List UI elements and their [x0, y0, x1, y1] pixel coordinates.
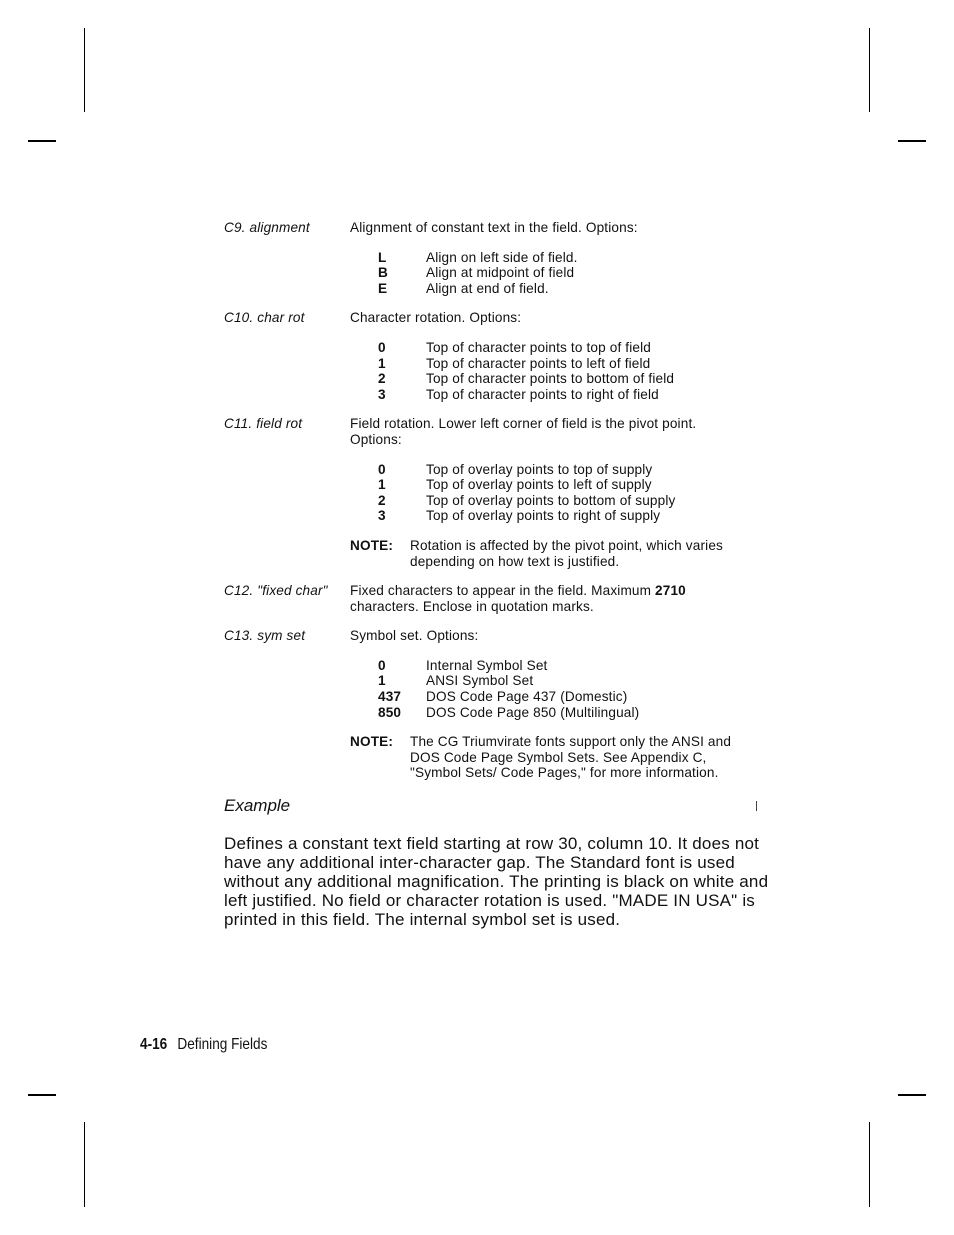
- option-text: Top of character points to top of field: [426, 339, 651, 355]
- option-text: Internal Symbol Set: [426, 657, 548, 673]
- option-text: Align at end of field.: [426, 280, 549, 296]
- field-term: C10. char rot: [224, 310, 305, 326]
- crop-mark-bottom-left-horizontal: [28, 1094, 56, 1096]
- option-code: E: [378, 280, 388, 296]
- page-footer: [140, 1036, 267, 1054]
- description-line: [350, 583, 784, 599]
- field-c9: [224, 220, 784, 236]
- option-code: 0: [378, 657, 386, 673]
- option-text: ANSI Symbol Set: [426, 673, 534, 689]
- option-item: [378, 371, 784, 387]
- field-term: C11. field rot: [224, 416, 303, 432]
- options-list: [378, 250, 784, 297]
- options-list: [378, 462, 784, 524]
- option-text: Align at midpoint of field: [426, 265, 575, 281]
- option-item: [378, 673, 784, 689]
- option-code: 1: [378, 355, 386, 371]
- change-bar: [756, 801, 757, 811]
- option-item: [378, 493, 784, 509]
- option-code: 2: [378, 371, 386, 387]
- crop-mark-bottom-left-vertical: [84, 1122, 85, 1207]
- page-number: 4-16: [140, 1036, 168, 1053]
- note-line: "Symbol Sets/ Code Pages," for more information.: [410, 765, 719, 781]
- note-label: NOTE:: [350, 734, 394, 750]
- option-text: Top of character points to left of field: [426, 355, 651, 371]
- option-text: Top of overlay points to right of supply: [426, 508, 661, 524]
- option-text: DOS Code Page 850 (Multilingual): [426, 704, 640, 720]
- field-description: [350, 583, 784, 614]
- field-definitions: [224, 220, 784, 781]
- crop-mark-top-right-vertical: [869, 28, 870, 112]
- option-code: 0: [378, 461, 386, 477]
- option-item: [378, 477, 784, 493]
- option-code: 437: [378, 689, 402, 705]
- crop-mark-bottom-right-vertical: [869, 1122, 870, 1207]
- note: [350, 734, 784, 781]
- field-c10: [224, 310, 784, 326]
- note: [350, 538, 784, 569]
- option-text: Align on left side of field.: [426, 249, 578, 265]
- max-chars-value: 2710: [655, 583, 686, 599]
- option-text: Top of overlay points to left of supply: [426, 477, 652, 493]
- option-item: [378, 265, 784, 281]
- note-line: DOS Code Page Symbol Sets. See Appendix C,: [410, 749, 707, 765]
- option-item: [378, 705, 784, 721]
- option-item: [378, 356, 784, 372]
- note-line: Rotation is affected by the pivot point, which varies: [410, 537, 723, 553]
- crop-mark-bottom-right-horizontal: [898, 1094, 926, 1096]
- option-code: 3: [378, 386, 386, 402]
- crop-mark-top-left-horizontal: [28, 140, 56, 142]
- options-list: [378, 658, 784, 720]
- option-code: 850: [378, 704, 402, 720]
- description-text: Fixed characters to appear in the field. Maximum: [350, 583, 656, 599]
- note-text: [410, 538, 723, 569]
- option-code: 2: [378, 492, 386, 508]
- option-code: 3: [378, 508, 386, 524]
- option-code: L: [378, 249, 387, 265]
- option-text: Top of overlay points to bottom of supply: [426, 492, 676, 508]
- description-line: Options:: [350, 431, 402, 447]
- note-line: The CG Triumvirate fonts support only the ANSI and: [410, 734, 732, 750]
- example-paragraph: Defines a constant text field starting at row 30, column 10. It does not have any additional inter-character gap. The Standard font is used without any additional magnification. The printing is black on white and left justified. No field or character rotation is used. "MADE IN USA" is printed in this field. The internal symbol set is used.: [224, 834, 769, 929]
- option-item: [378, 658, 784, 674]
- field-c12: [224, 583, 784, 614]
- description-line: Field rotation. Lower left corner of field is the pivot point.: [350, 416, 697, 432]
- option-item: [378, 508, 784, 524]
- note-text: [410, 734, 731, 781]
- option-code: B: [378, 265, 388, 281]
- options-list: [378, 340, 784, 402]
- option-text: Top of character points to right of field: [426, 386, 659, 402]
- description-line: characters. Enclose in quotation marks.: [350, 598, 594, 614]
- crop-mark-top-right-horizontal: [898, 140, 926, 142]
- option-item: [378, 462, 784, 478]
- field-term: C9. alignment: [224, 220, 310, 235]
- option-text: DOS Code Page 437 (Domestic): [426, 689, 628, 705]
- field-description: Alignment of constant text in the field. Options:: [350, 220, 638, 235]
- example-heading: Example: [224, 796, 291, 815]
- option-item: [378, 281, 784, 297]
- option-item: [378, 689, 784, 705]
- option-item: [378, 250, 784, 266]
- field-description: Character rotation. Options:: [350, 310, 522, 326]
- option-code: 1: [378, 673, 386, 689]
- field-term: C13. sym set: [224, 628, 306, 644]
- option-item: [378, 340, 784, 356]
- option-text: Top of character points to bottom of field: [426, 371, 675, 387]
- field-c11: [224, 416, 784, 447]
- field-description: Symbol set. Options:: [350, 628, 479, 644]
- option-text: Top of overlay points to top of supply: [426, 461, 653, 477]
- note-label: NOTE:: [350, 537, 394, 553]
- field-term: C12. "fixed char": [224, 583, 328, 599]
- field-c13: [224, 628, 784, 644]
- section-title: Defining Fields: [177, 1036, 268, 1053]
- option-code: 0: [378, 339, 386, 355]
- option-code: 1: [378, 477, 386, 493]
- field-description: [350, 416, 784, 447]
- note-line: depending on how text is justified.: [410, 553, 620, 569]
- option-item: [378, 387, 784, 403]
- crop-mark-top-left-vertical: [84, 28, 85, 112]
